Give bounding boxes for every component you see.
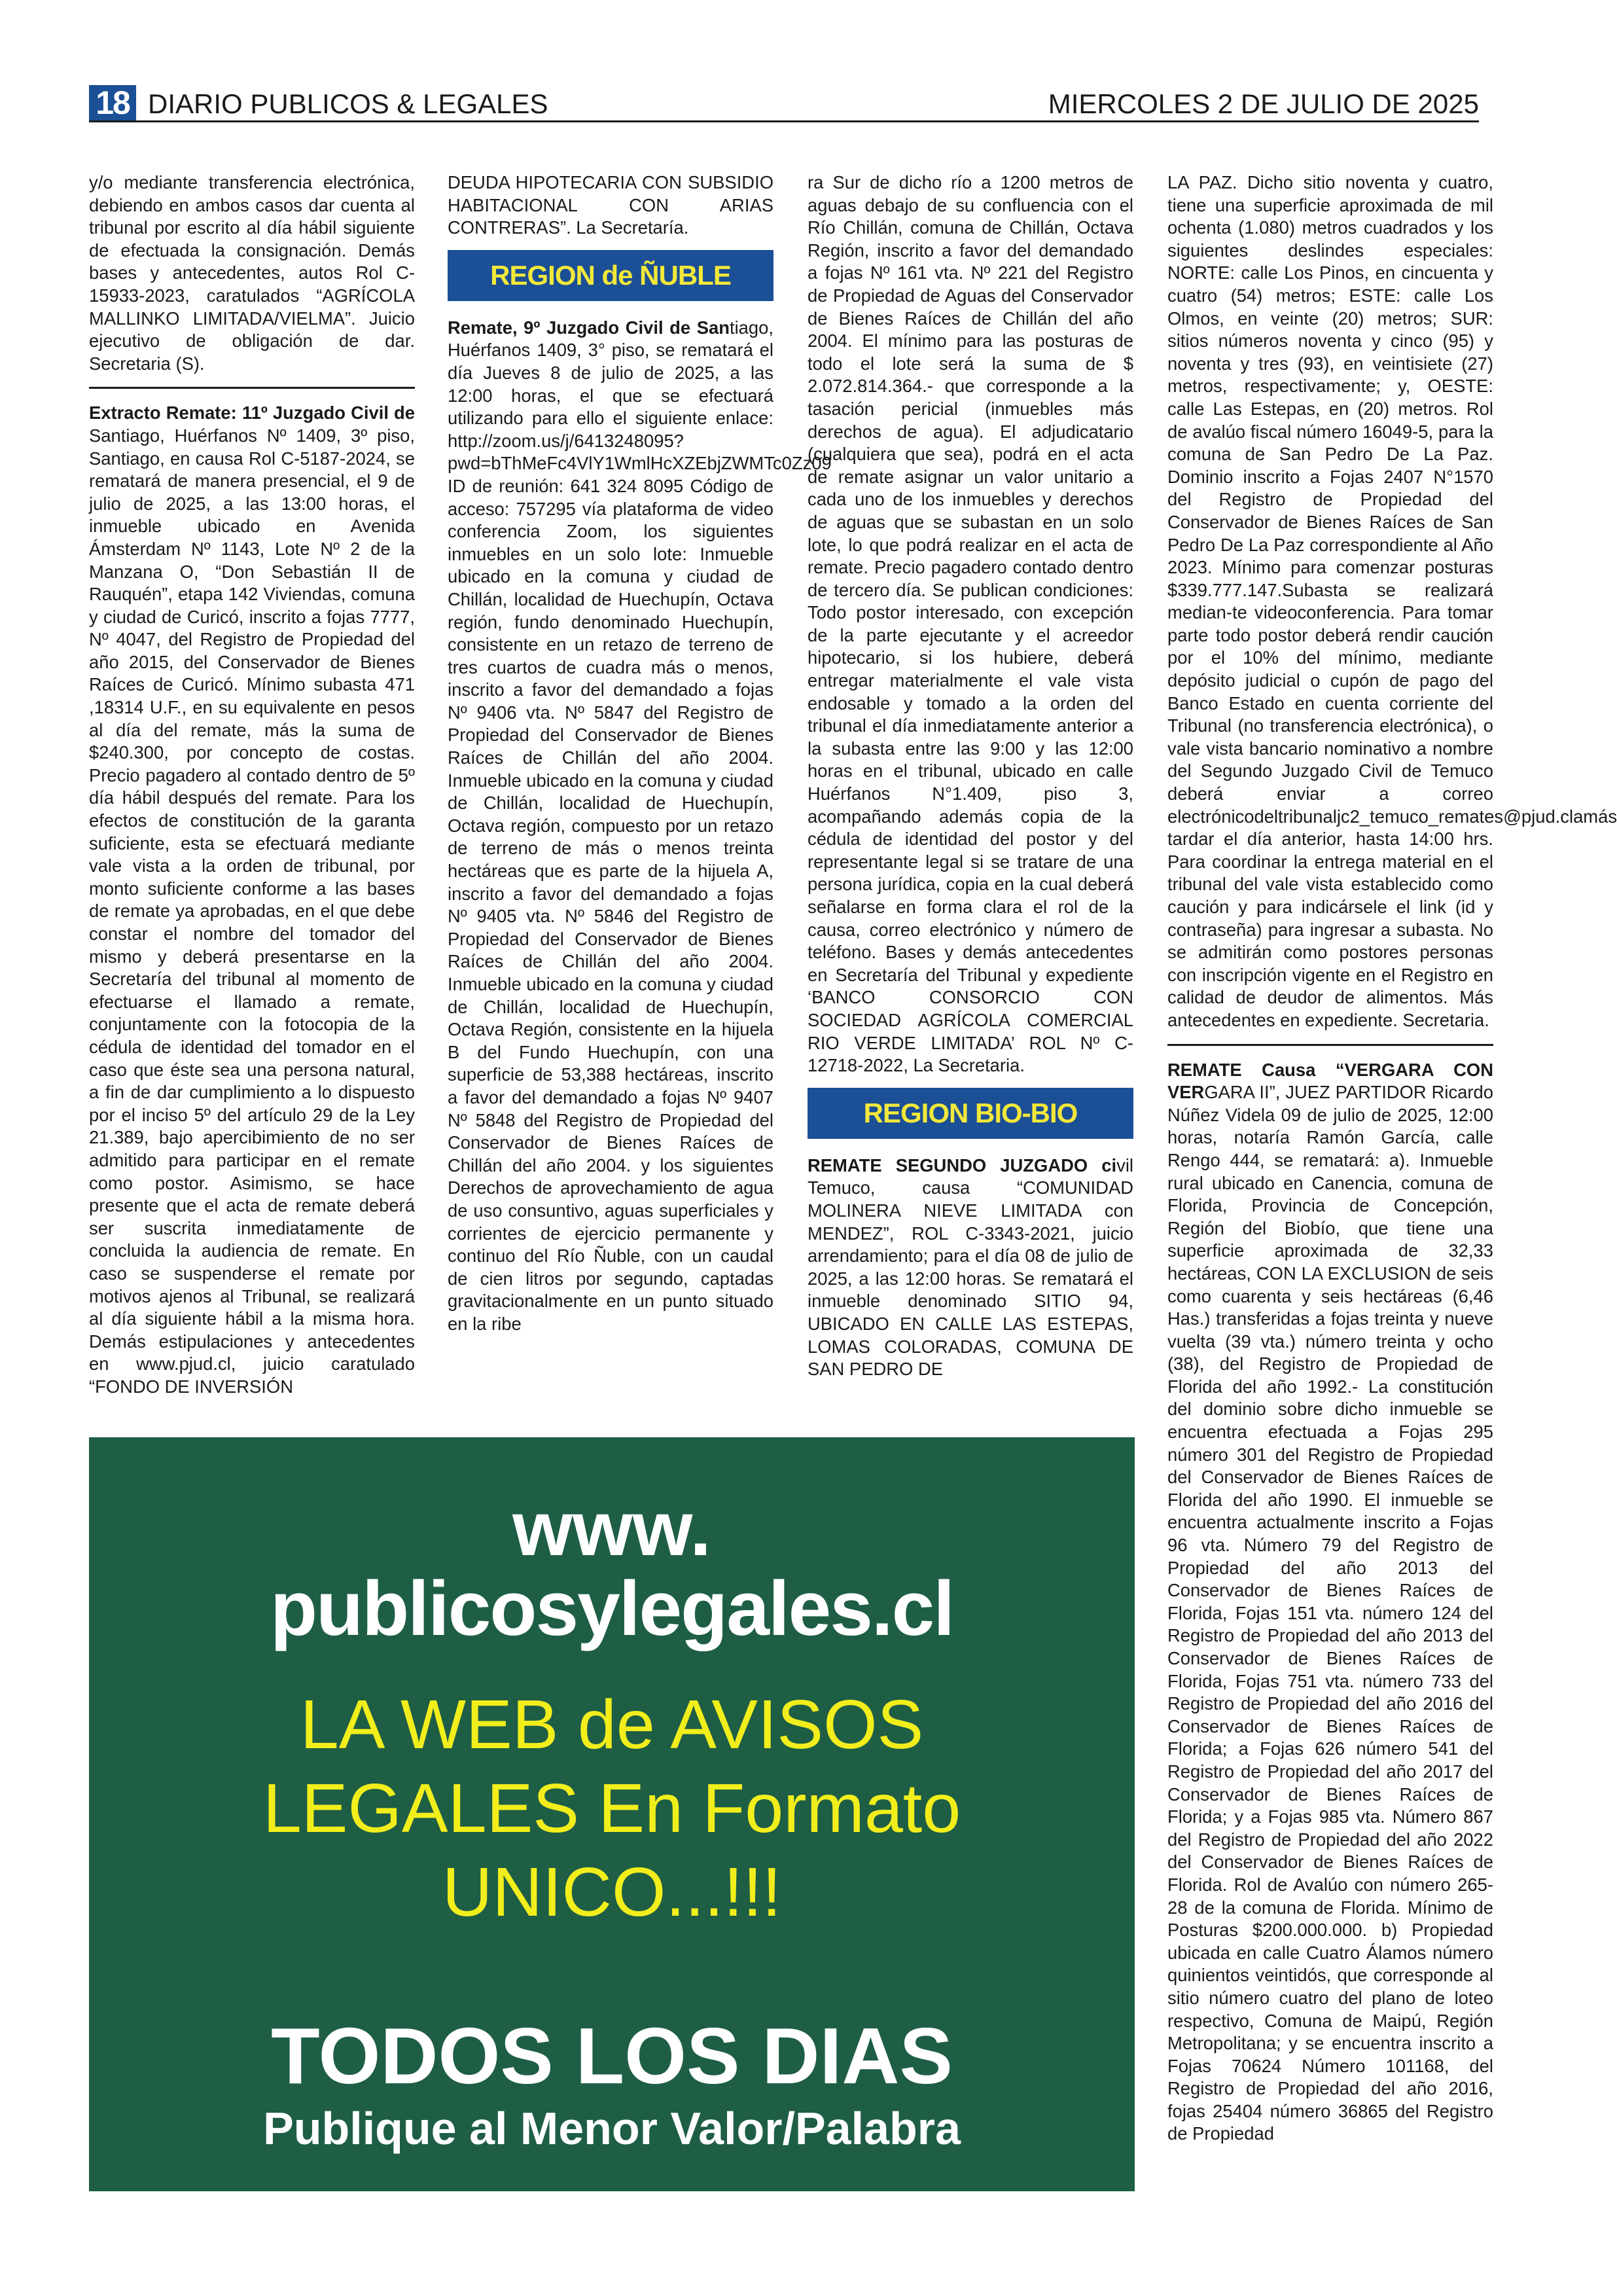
notice-divider — [89, 387, 415, 389]
publication-title: DIARIO PUBLICOS & LEGALES — [148, 88, 548, 119]
notice-body: Santiago, Huérfanos Nº 1409, 3º piso, Santiago, en causa Rol C-5187-2024, se rematará de manera presencial, el 9 de julio de 2025, a las 13:00 horas, el inmueble ubicado en Avenida Ámsterdam Nº 1143, Lote Nº 2 de la Manzana O, “Don Sebastián II de Rauquén”, etapa 142 Viviendas, comuna y ciudad de Curicó, inscrito a fojas 7777, Nº 4047, del Registro de Propiedad del año 2015, del Conservador de Bienes Raíces de Curicó. Mínimo subasta 471 ,18314 U.F., en su equivalente en pesos al día del remate, más la suma de $240.300, por concepto de costas. Precio pagadero al contado dentro de 5º día hábil después del remate. Para los efectos de constitución de la garanta suficiente, esta se efectuará mediante vale vista a la orden de tribunal, por monto suficiente conforme a las bases de remate ya aprobadas, en el que debe constar el nombre del tomador del mismo y deberá presentarse en la Secretaría del tribunal al momento de efectuarse el llamado a remate, conjuntamente con la fotocopia de la cédula de identidad del tomador en el caso que éste sea una persona natural, a fin de dar cumplimiento a lo dispuesto por el inciso 5º del artículo 29 de la Ley 21.389, bajo apercibimiento de no ser admitido para participar en el remate como postor. Asimismo, se hace presente que el acta de remate deberá ser suscrita inmediatamente de concluida la audiencia de remate. En caso se suspenderse el remate por motivos ajenos al Tribunal, se realizará al día siguiente hábil a la misma hora. Demás estipulaciones y antecedentes en www.pjud.cl, juicio caratulado “FONDO DE INVERSIÓN — [89, 425, 415, 1397]
notice-continuation: DEUDA HIPOTECARIA CON SUBSIDIO HABITACIONAL CON ARIAS CONTRERAS”. La Secretaría. — [448, 172, 773, 238]
page-header — [89, 84, 1479, 122]
column-1 — [89, 171, 415, 1398]
notice-lead: REMATE SEGUNDO JUZGADO ci — [808, 1155, 1117, 1175]
notice-remate-segundo-juzgado — [808, 1155, 1133, 1381]
region-heading-biobio: REGION BIO-BIO — [808, 1088, 1133, 1139]
notice-continuation: y/o mediante transferencia electrónica, debiendo en ambos casos dar cuenta al tribunal por escrito al día hábil siguiente de efectuada la consignación. Demás bases y antecedentes, autos Rol C-15933-2023, caratulados “AGRÍCOLA MALLINKO LIMITADA/VIELMA”. Juicio ejecutivo de obligación de dar. Secretaria (S). — [89, 172, 415, 374]
notice-remate-vergara — [1167, 1059, 1493, 2146]
notice-body: tiago, Huérfanos 1409, 3° piso, se rematará el día Jueves 8 de julio de 2025, a las 12:00 horas, el que se efectuará utilizando para ello el siguiente enlace: http://zoom.us/j/6413248095?pwd=bThMeFc4VlY1WmlHcXZEbjZWMTc0Zz09 ID de reunión: 641 324 8095 Código de acceso: 757295 vía plataforma de video conferencia Zoom, los siguientes inmuebles en un solo lote: Inmueble ubicado en la comuna y ciudad de Chillán, localidad de Huechupín, Octava región, fundo denominado Huechupín, consistente en un retazo de terreno de tres cuartos de cuadra más o menos, inscrito a favor del demandado a fojas Nº 9406 vta. Nº 5847 del Registro de Propiedad del Conservador de Bienes Raíces de Chillán del año 2004. Inmueble ubicado en la comuna y ciudad de Chillán, localidad de Huechupín, Octava región, compuesto por un retazo de terreno de más o menos treinta hectáreas que es parte de la hijuela A, inscrito a favor del demandado a fojas Nº 9405 vta. Nº 5846 del Registro de Propiedad del Conservador de Bienes Raíces de Chillán del año 2004. Inmueble ubicado en la comuna y ciudad de Chillán, localidad de Huechupín, Octava Región, consistente en la hijuela B del Fundo Huechupín, con una superficie de 53,388 hectáreas, inscrito a favor del demandado a fojas Nº 9407 Nº 5848 del Registro de Propiedad del Conservador de Bienes Raíces de Chillán del año 2004. y los siguientes Derechos de aprovechamiento de agua de uso consuntivo, aguas superficiales y corrientes de ejercicio permanente y continuo del Río Ñuble, con un caudal de cien litros por segundo, captadas gravitacionalmente en un punto situado en la ribe — [448, 317, 832, 1334]
ad-url-prefix: www. — [512, 1486, 711, 1572]
column-4 — [1167, 171, 1617, 2145]
notice-body: vil Temuco, causa “COMUNIDAD MOLINERA NIEVE LIMITADA con MENDEZ”, ROL C-3343-2021, juicio arrendamiento; para el día 08 de julio de 2025, a las 12:00 horas. Se rematará el inmueble denominado SITIO 94, UBICADO EN CALLE LAS ESTEPAS, LOMAS COLORADAS, COMUNA DE SAN PEDRO DE — [808, 1155, 1133, 1380]
ad-url-domain: publicosylegales.cl — [270, 1566, 954, 1652]
ad-tagline-2: LEGALES En Formato — [262, 1770, 961, 1847]
notice-body: GARA II”, JUEZ PARTIDOR Ricardo Núñez Videla 09 de julio de 2025, 12:00 horas, notaría Ramón García, calle Rengo 444, se rematará: a). Inmueble rural ubicado en Canencia, comuna de Florida, Provincia de Concepción, Región del Biobío, que tiene una superficie aproximada de 32,33 hectáreas, CON LA EXCLUSION de seis como cuarenta y seis hectáreas (6,46 Has.) transferidas a fojas treinta y nueve vuelta (39 vta.) número treinta y ocho (38), del Registro de Propiedad de Florida del año 1992.- La constitución del dominio sobre dicho inmueble se encuentra efectuada a Fojas 295 número 301 del Registro de Propiedad del Conservador de Bienes Raíces de Florida del año 1990. El inmueble se encuentra actualmente inscrito a Fojas 96 vta. Número 79 del Registro de Propiedad del año 2013 del Conservador de Bienes Raíces de Florida, Fojas 151 vta. número 124 del Registro de Propiedad del año 2013 del Conservador de Bienes Raíces de Florida, Fojas 751 vta. número 733 del Registro de Propiedad del año 2016 del Conservador de Bienes Raíces de Florida; a Fojas 626 número 541 del Registro de Propiedad del año 2017 del Conservador de Bienes Raíces de Florida; y a Fojas 985 vta. Número 867 del Registro de Propiedad del año 2022 del Conservador de Bienes Raíces de Florida. Rol de Avalúo con número 265-28 de la comuna de Florida. Mínimo de Posturas $200.000.000. b) Propiedad ubicada en calle Cuatro Álamos número quinientos veintidós, que corresponde al sitio número cuatro del plano de loteo respectivo, Comuna de Maipú, Región Metropolitana; y se encuentra inscrito a Fojas 70624 Número 101168, del Registro de Propiedad del año 2016, fojas 25404 número 36865 del Registro de Propiedad — [1167, 1082, 1493, 2144]
notice-remate-11-juzgado — [89, 402, 415, 1398]
website-advertisement — [89, 1437, 1135, 2191]
ad-tagline-1: LA WEB de AVISOS — [300, 1686, 924, 1763]
notice-continuation: ra Sur de dicho río a 1200 metros de aguas debajo de su confluencia con el Río Chillán, comuna de Chillán, Octava Región, inscrito a favor del demandado a fojas Nº 161 vta. Nº 221 del Registro de Propiedad de Aguas del Conservador de Bienes Raíces de Chillán del año 2004. El mínimo para las posturas de todo el lote será la suma de $ 2.072.814.364.- que corresponde a la tasación pericial (inmuebles más derechos de agua). El adjudicatario (cualquiera que sea), podrá en el acta de remate asignar un valor unitario a cada uno de los inmuebles y derechos de aguas que se subastan en un solo lote, lo que podrá realizar en el acta de remate. Precio pagadero contado dentro de tercero día. Se publican condiciones: Todo postor interesado, con excepción de la parte ejecutante y el acreedor hipotecario, si los hubiere, deberá entregar materialmente el vale vista endosable y tomado a la orden del tribunal el día inmediatamente anterior a la subasta entre las 9:00 y las 12:00 horas en el tribunal, ubicado en calle Huérfanos N°1.409, piso 3, acompañando además copia de la cédula de identidad del postor y del representante legal si se tratare de una persona jurídica, copia en la cual deberá señalarse en forma clara el rol de la causa, correo electrónico y número de teléfono. Bases y demás antecedentes en Secretaría del Tribunal y expediente ‘BANCO CONSORCIO CON SOCIEDAD AGRÍCOLA COMERCIAL RIO VERDE LIMITADA’ ROL Nº C-12718-2022, La Secretaria. — [808, 172, 1133, 1076]
notice-lead: Extracto Remate: 11º Juzgado Civil de — [89, 403, 415, 423]
region-heading-nuble: REGION de ÑUBLE — [448, 250, 773, 301]
publication-date: MIERCOLES 2 DE JULIO DE 2025 — [1048, 88, 1479, 119]
notice-remate-9-juzgado — [448, 317, 832, 1336]
column-3 — [808, 171, 1133, 1381]
notice-continuation: LA PAZ. Dicho sitio noventa y cuatro, tiene una superficie aproximada de mil ochenta (1.080) metros cuadrados y los siguientes deslindes especiales: NORTE: calle Los Pinos, en cincuenta y cuatro (54) metros; ESTE: calle Los Olmos, en veinte (20) metros; SUR: sitios números noventa y cinco (95) y noventa y tres (93), en veintisiete (27) metros, respectivamente; y, OESTE: calle Las Estepas, en (20) metros. Rol de avalúo fiscal número 16049-5, para la comuna de San Pedro De La Paz. Dominio inscrito a Fojas 2407 N°1570 del Registro de Propiedad del Conservador de Bienes Raíces de San Pedro De La Paz correspondiente al Año 2023. Mínimo para comenzar posturas $339.777.147.Subasta se realizará median-te videoconferencia. Para tomar parte todo postor deberá rendir caución por el 10% del mínimo, mediante depósito judicial o cupón de pago del Banco Estado en cuenta corriente del Tribunal (no transferencia electrónica), o vale vista bancario nominativo a nombre del Segundo Juzgado Civil de Temuco deberá enviar a correo electrónicodeltribunaljc2_temuco_remates@pjud.clamás tardar el día anterior, hasta 14:00 hrs. Para coordinar la entrega material en el tribunal del vale vista establecido como caución y para indicársele el link (id y contraseña) para ingresar a subasta. No se admitirán como postores personas con inscripción vigente en el Registro en calidad de deudor de alimentos. Más antecedentes en expediente. Secretaria. — [1167, 172, 1617, 1030]
notice-divider — [1167, 1044, 1493, 1046]
ad-headline: TODOS LOS DIAS — [271, 2011, 953, 2100]
column-2 — [448, 171, 832, 1336]
notice-lead: REMATE Causa “VERGARA CON VER — [1167, 1059, 1493, 1103]
ad-tagline-3: UNICO...!!! — [442, 1854, 782, 1931]
ad-subline: Publique al Menor Valor/Palabra — [263, 2103, 961, 2154]
notice-lead: Remate, 9º Juzgado Civil de San — [448, 317, 730, 338]
page-number: 18 — [89, 85, 136, 120]
